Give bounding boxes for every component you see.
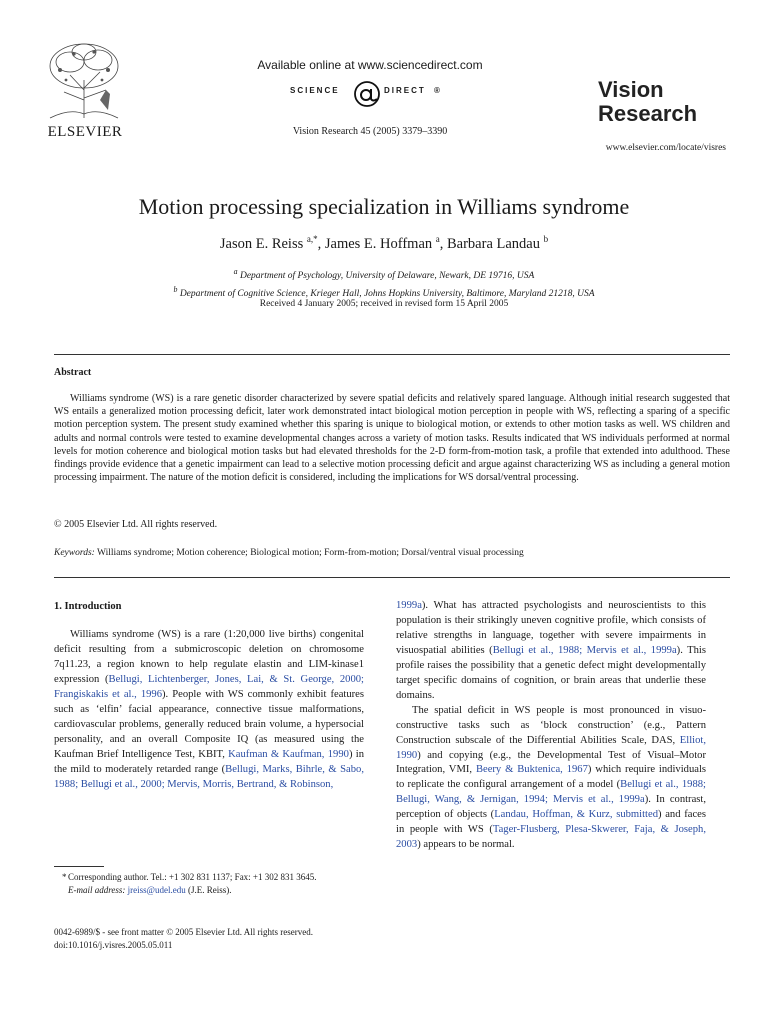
journal-url[interactable]: www.elsevier.com/locate/visres <box>605 143 726 153</box>
journal-title <box>598 78 697 126</box>
article-title: Motion processing specialization in Williams syndrome <box>138 194 630 219</box>
sd-left-text: SCIENCE <box>290 86 340 95</box>
author-name[interactable]: Jason E. Reiss <box>219 235 304 252</box>
available-online-line[interactable]: Available online at www.sciencedirect.com <box>257 58 483 72</box>
body-text: ). People with WS commonly exhibit features such as ‘elfin’ facial appearance, connective tissue malformations, cardiovascular problems, generally reduced brain volume, a hypersocial personality, and an overall Composite IQ (as measured using the Kaufman Brief Intelligence Test, KBIT, <box>54 688 364 760</box>
journal-title-line1: Vision <box>598 77 664 102</box>
journal-reference: Vision Research 45 (2005) 3379–3390 <box>292 126 448 137</box>
keywords-label: Keywords: <box>54 548 95 558</box>
top-divider <box>54 354 730 355</box>
citation-link[interactable]: Bellugi et al., 1988; Mervis et al., 1999a <box>492 644 677 656</box>
abstract-divider <box>54 577 730 578</box>
citation-link[interactable]: Tager-Flusberg, Plesa-Skwerer, Faja, & Joseph, 2003 <box>396 824 706 851</box>
author-superscript: a <box>435 234 440 244</box>
body-text: ). This profile raises the possibility that a genetic defect might developmentally target specific domains of cognition, or brain areas that underlie these domains. <box>396 644 706 701</box>
abstract-copyright: © 2005 Elsevier Ltd. All rights reserved. <box>54 519 218 530</box>
journal-title-line2: Research <box>598 101 698 126</box>
sd-registered-mark: ® <box>434 86 440 95</box>
citation-link[interactable]: Bellugi et al., 1988; Bellugi, Wang, & Jernigan, 1994; Mervis et al., 1999a <box>396 779 707 806</box>
author-superscript: b <box>543 234 549 244</box>
body-text: ) in the mild to moderately retarded range ( <box>54 748 364 775</box>
affiliation-superscript: a <box>233 267 238 276</box>
author-name[interactable]: James E. Hoffman <box>324 235 433 252</box>
received-dates: Received 4 January 2005; received in revised form 15 April 2005 <box>259 299 509 309</box>
author-list: Jason E. Reiss $^{a,*}$, James E. Hoffman $^a$, Barbara Landau $^b$ <box>219 234 549 252</box>
citation-link[interactable]: Landau, Hoffman, & Kurz, submitted <box>494 809 658 821</box>
affiliation-text: Department of Cognitive Science, Krieger Hall, Johns Hopkins University, Baltimore, Maryland 21218, USA <box>179 289 595 300</box>
footnote-mark: * <box>62 872 67 882</box>
intro-paragraph-2 <box>396 704 706 854</box>
author-name[interactable]: Barbara Landau <box>447 235 540 252</box>
sciencedirect-logo <box>220 80 520 108</box>
affiliation-text: Department of Psychology, University of Delaware, Newark, DE 19716, USA <box>239 271 535 282</box>
footnote <box>54 871 364 896</box>
intro-paragraph-left <box>54 628 364 792</box>
abstract-heading: Abstract <box>54 367 92 378</box>
body-text: ). In contrast, perception of objects ( <box>396 794 707 821</box>
citation-link[interactable]: Beery & Buktenica, 1967 <box>475 764 588 776</box>
sd-right-text: DIRECT <box>384 86 426 95</box>
body-text: ) and faces in people with WS ( <box>396 809 706 836</box>
body-text: The spatial deficit in WS people is most pronounced in visuo-constructive tasks such as ‘block construction’ (e.g., Pattern Construction subscale of the Differential Abilities Scale, DAS, <box>396 704 706 746</box>
front-matter-info <box>54 926 384 951</box>
footnote-divider <box>54 866 104 867</box>
citation-link[interactable]: Bellugi, Lichtenberger, Jones, Lai, & St. George, 2000; Frangiskakis et al., 1996 <box>54 673 364 700</box>
affiliation-superscript: b <box>173 285 178 295</box>
keywords-text: Williams syndrome; Motion coherence; Biological motion; Form-from-motion; Dorsal/ventral visual processing <box>97 548 524 558</box>
citation-link[interactable]: 1999a <box>396 600 422 611</box>
doi-line[interactable]: doi:10.1016/j.visres.2005.05.011 <box>54 939 173 950</box>
abstract-text: Williams syndrome (WS) is a rare genetic disorder characterized by severe spatial deficits and relatively spared language. Although initial research suggested that WS entails a generalized motion processing deficit, later work demonstrated intact biological motion perception in people with WS, reflecting a sparing of a specific motion perception system. The present study examined whether this sparing is unique to biological motion, or extends to other motion tasks as well. WS children and adults and normal controls were tested to examine developmental changes across a variety of motion tasks. Results indicated that WS individuals performed at normal levels for motion coherence and biological motion tasks but had elevated thresholds for the 2-D form-from-motion task, a profile that extended into adulthood. These findings provide evidence that a genetic impairment can lead to a selective motion processing deficit and argue against characterizing WS as including a general motion processing impairment. The nature of the motion deficit is considered, including the implications for WS dorsal/ventral processing. <box>54 393 730 484</box>
body-text: ) and copying (e.g., the Developmental Test of Visual–Motor Integration, VMI, <box>396 749 706 776</box>
body-text: ). What has attracted psychologists and neuroscientists to this population is their strikingly uneven cognitive profile, which consists of relative strengths in language, together with severe impairments in visuospatial abilities ( <box>396 600 706 656</box>
intro-paragraph-continued <box>396 599 706 704</box>
at-sign-icon <box>352 80 382 108</box>
elsevier-tree-logo <box>40 40 128 120</box>
section-heading: 1. Introduction <box>54 601 122 612</box>
corresponding-author-note: Corresponding author. Tel.: +1 302 831 1137; Fax: +1 302 831 3645. <box>68 872 317 882</box>
body-text: Williams syndrome (WS) is a rare (1:20,000 live births) congenital deficit resulting from a submicroscopic deletion on chromosome 7q11.23, a region known to help regulate elastin and LIM-kinase1 expression ( <box>54 629 364 685</box>
body-text: ) which require individuals to replicate the configural arrangement of a model ( <box>396 764 707 791</box>
email-label: E-mail address: <box>68 884 126 895</box>
citation-link[interactable]: Elliot, 1990 <box>396 734 706 761</box>
front-matter-line: 0042-6989/$ - see front matter © 2005 Elsevier Ltd. All rights reserved. <box>54 927 314 937</box>
affiliations <box>40 265 728 301</box>
body-text: ) appears to be normal. <box>417 839 515 851</box>
publisher-name: ELSEVIER <box>47 124 123 140</box>
citation-link[interactable]: Kaufman & Kaufman, 1990 <box>228 748 349 760</box>
author-superscript: a,* <box>306 234 318 244</box>
keywords-line <box>54 548 730 558</box>
citation-link[interactable]: Bellugi, Marks, Bihrle, & Sabo, 1988; Bellugi et al., 2000; Mervis, Morris, Bertrand, & Robinson, <box>54 763 364 790</box>
email-after: (J.E. Reiss). <box>187 884 232 895</box>
intro-column-right <box>396 599 706 853</box>
affiliation-line <box>40 265 728 283</box>
email-link[interactable]: jreiss@udel.edu <box>127 884 186 895</box>
